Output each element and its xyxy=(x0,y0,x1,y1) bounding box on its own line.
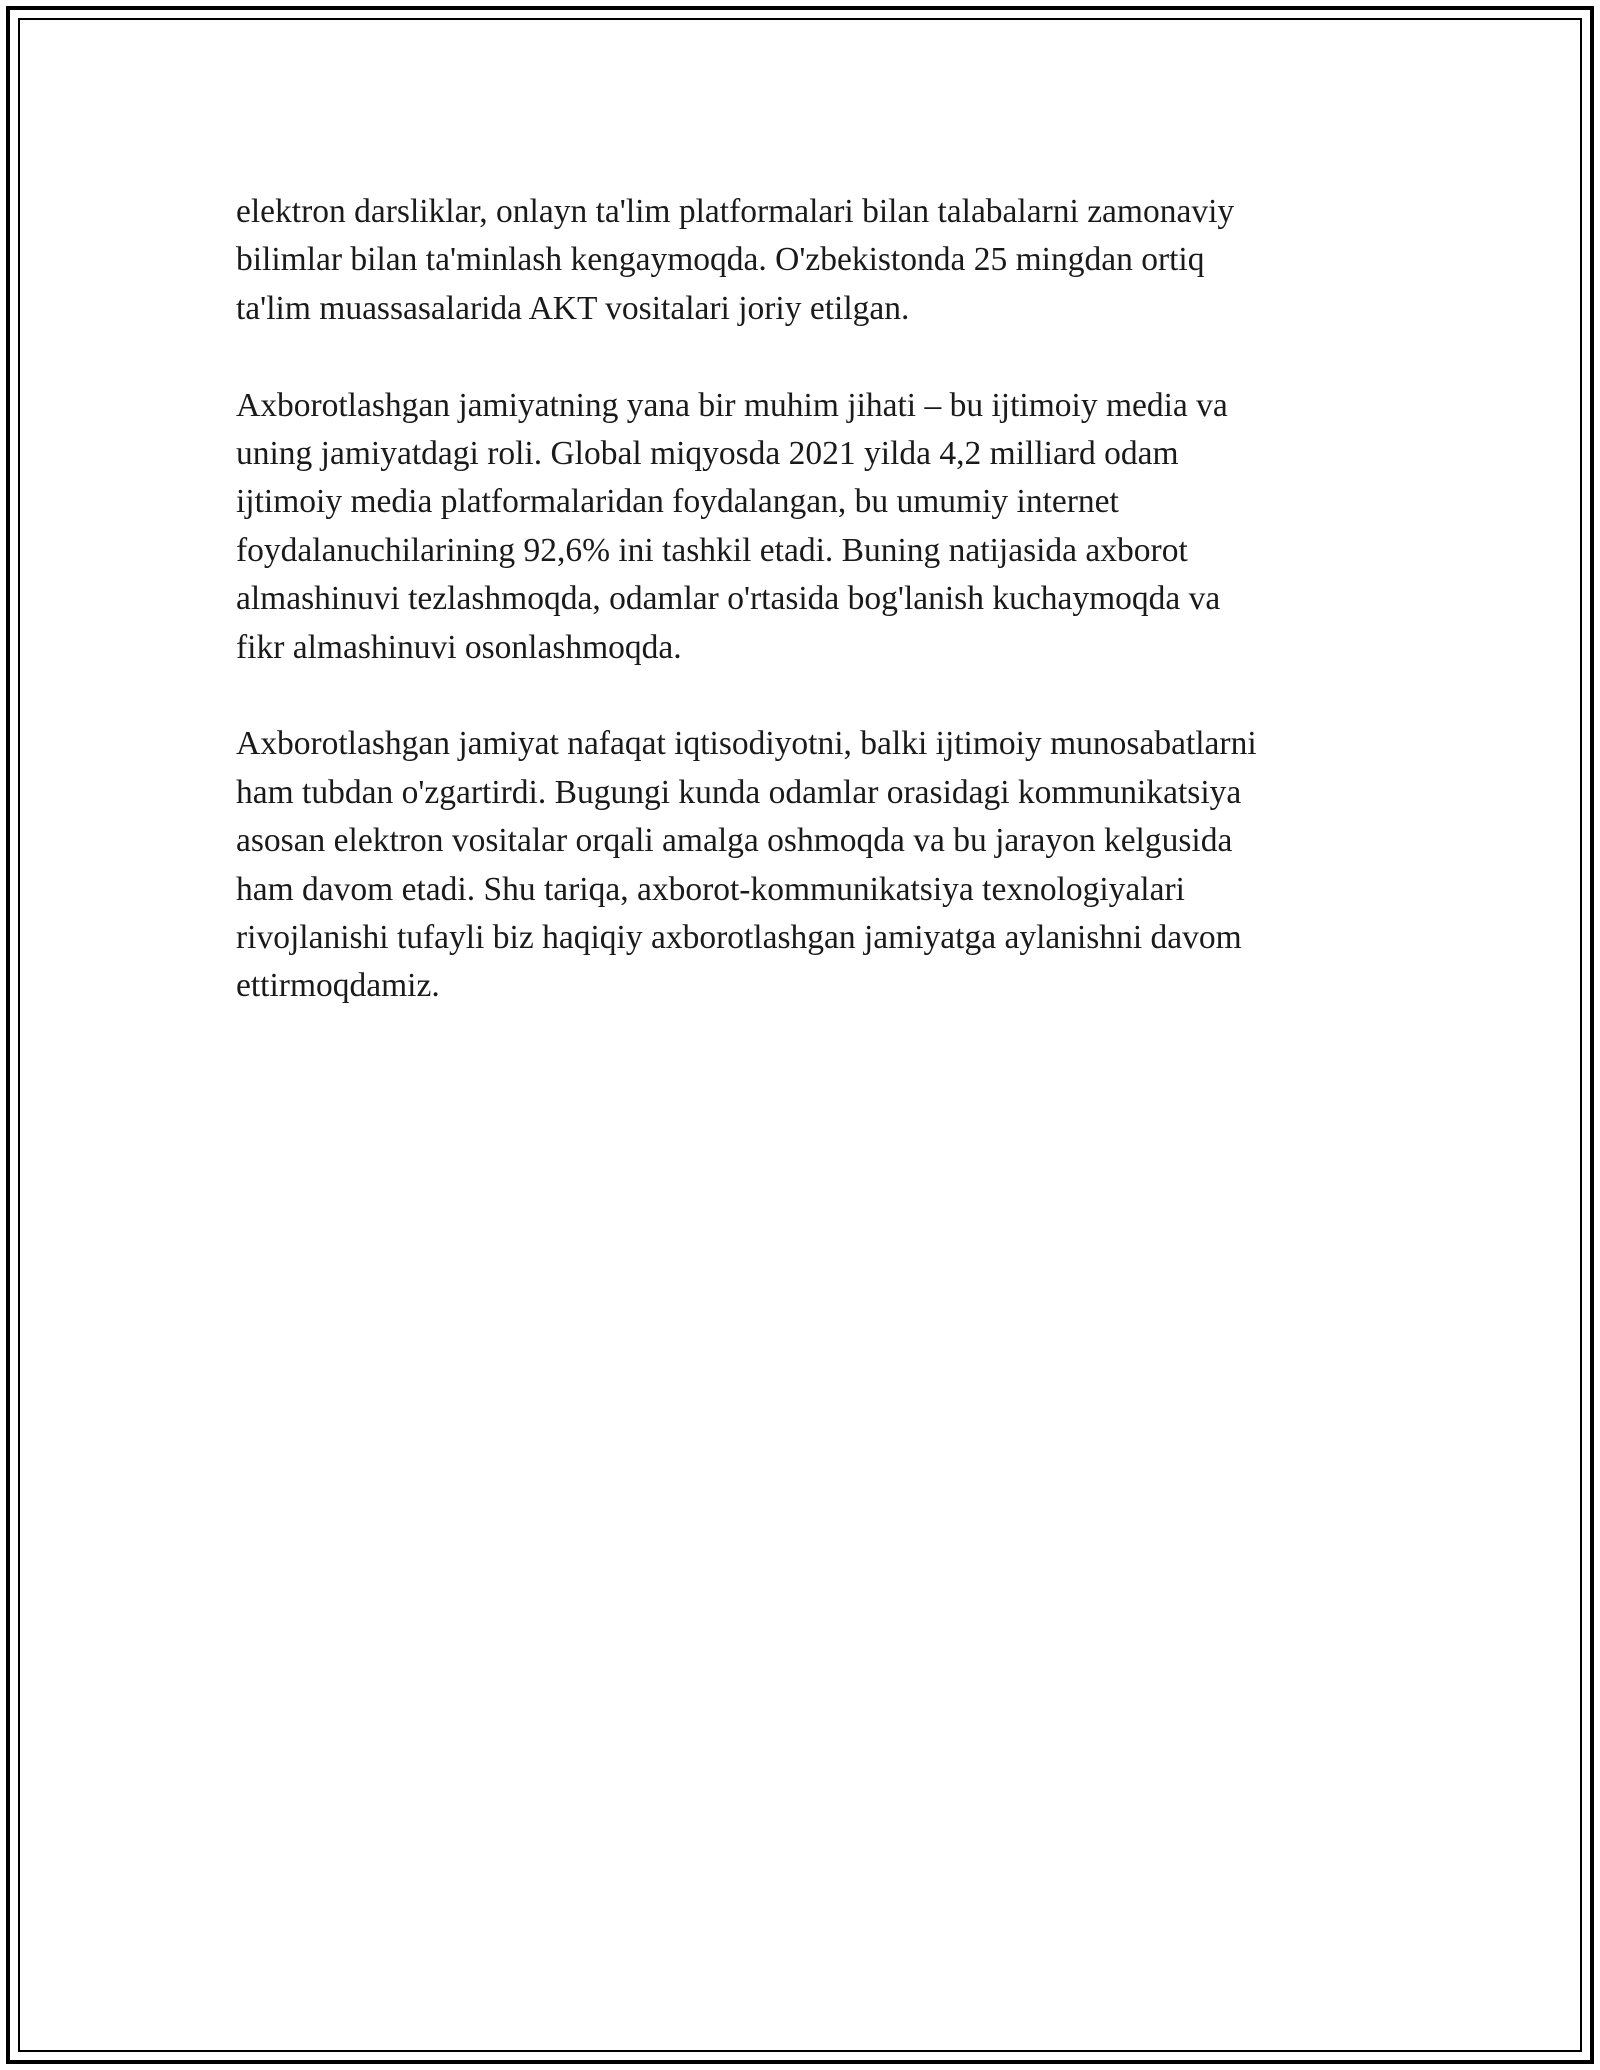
paragraph-1: elektron darsliklar, onlayn ta'lim platformalari bilan talabalarni zamonaviy bilimlar bilan ta'minlash kengaymoqda. O'zbekistonda 25 mingdan ortiq ta'lim muassasalarida AKT vositalari joriy etilgan. xyxy=(236,193,1235,327)
paragraph-2: Axborotlashgan jamiyatning yana bir muhim jihati – bu ijtimoiy media va uning jamiyatdagi roli. Global miqyosda 2021 yilda 4,2 milliard odam ijtimoiy media platformalaridan foydalangan, bu umumiy internet foydalanuchilarining 92,6% ini tashkil etadi. Buning natijasida axborot almashinuvi tezlashmoqda, odamlar o'rtasida bog'lanish kuchaymoqda va fikr almashinuvi osonlashmoqda. xyxy=(236,386,1228,666)
paragraph-3: Axborotlashgan jamiyat nafaqat iqtisodiyotni, balki ijtimoiy munosabatlarni ham tubdan o'zgartirdi. Bugungi kunda odamlar orasidagi kommunikatsiya asosan elektron vositalar orqali amalga oshmoqda va bu jarayon kelgusida ham davom etadi. Shu tariqa, axborot-kommunikatsiya texnologiyalari rivojlanishi tufayli biz haqiqiy axborotlashgan jamiyatga aylanishni davom ettirmoqdamiz. xyxy=(236,725,1257,1005)
document-body xyxy=(236,188,1376,1059)
